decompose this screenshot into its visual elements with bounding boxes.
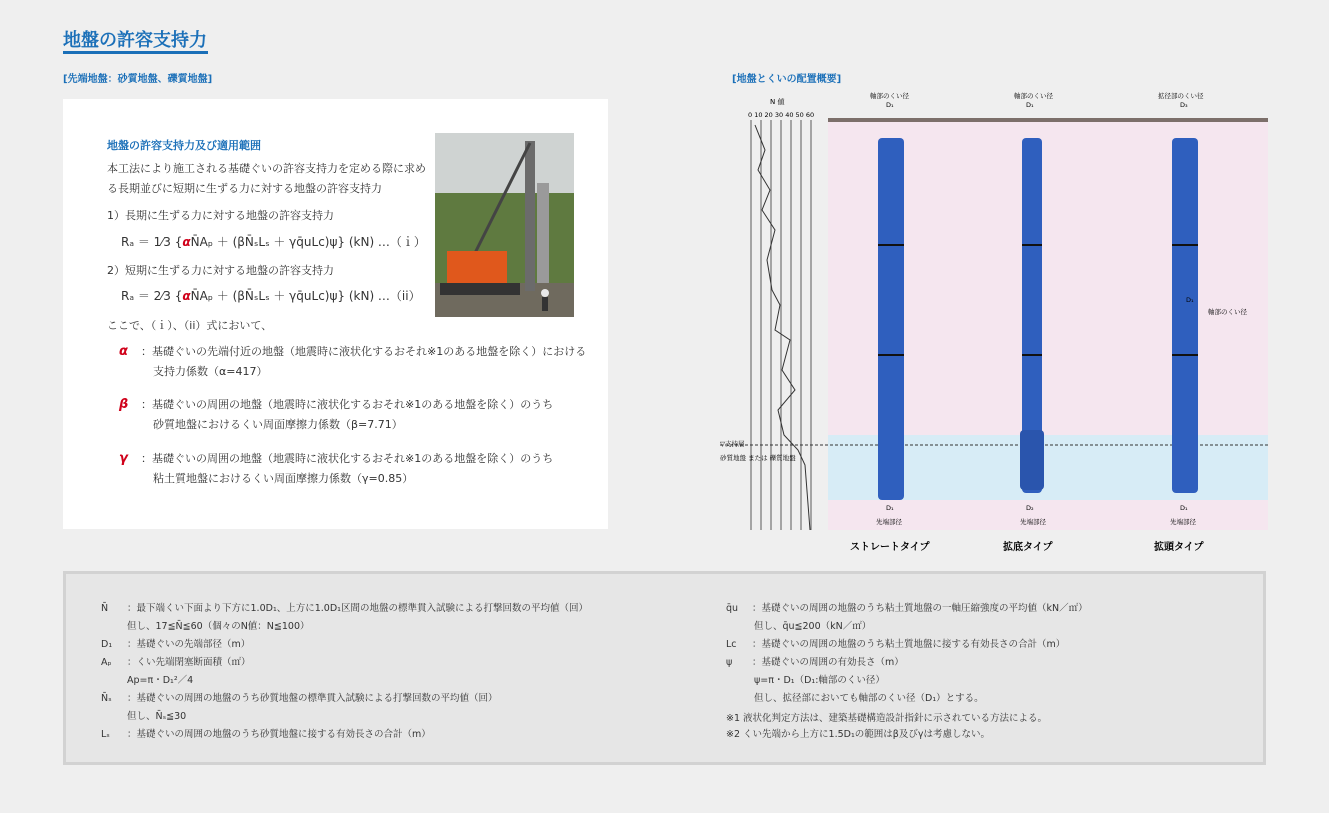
right-section-header: [地盤とくいの配置概要] (732, 74, 842, 85)
type-straight-label: ストレートタイプ (850, 542, 930, 553)
note-n: N̄ ：最下端くい下面より下方に1.0D₁、上方に1.0D₁区間の地盤の標準貫入試験による打撃回数の平均値（回） (101, 603, 588, 614)
note-ns: N̄ₛ ：基礎ぐいの周囲の地盤のうち砂質地盤の標準貫入試験による打撃回数の平均値（回） (101, 693, 498, 704)
beta-symbol: β (119, 397, 129, 412)
notes-panel (63, 571, 1266, 765)
note-ap-formula: Ap=π・D₁²／4 (127, 675, 194, 686)
alpha-symbol: α (119, 344, 128, 359)
n-value-label: N 値 (770, 98, 785, 106)
straight-d1-top: D₁ (886, 101, 894, 109)
note-n-cond: 但し、17≦N̄≦60（個々のN値：N≦100） (127, 621, 310, 632)
title-underline (63, 51, 208, 54)
note-ns-cond: 但し、N̄ₛ≦30 (127, 711, 187, 722)
note-2: ※2 くい先端から上方に1.5D₁の範囲はβ及びγは考慮しない。 (726, 729, 990, 740)
note-psi: ψ ：基礎ぐいの周囲の有効長さ（m） (726, 657, 904, 668)
short-term-label: 2）短期に生ずる力に対する地盤の許容支持力 (107, 264, 334, 277)
n-value-axes (751, 120, 811, 530)
head-tip-label: 先端部径 (1170, 518, 1196, 526)
straight-d1-bottom: D₁ (886, 504, 894, 512)
note-psi-formula: ψ=π・D₁（D₁:軸部のくい径） (754, 675, 885, 686)
beta-definition: β ：基礎ぐいの周囲の地盤（地震時に液状化するおそれ※1のある地盤を除く）のうち 砂質地盤におけるくい周面摩擦力係数（β=7.71） (119, 397, 554, 431)
base-d1-top: D₁ (1026, 101, 1034, 109)
head-d1-bottom: D₁ (1180, 504, 1188, 512)
long-term-formula: Rₐ ＝ 1⁄3 {αN̄Aₚ ＋ (βN̄ₛLₛ ＋ γq̄uLc)ψ} (kN) …（ｉ） (121, 235, 426, 249)
note-psi-cond: 但し、拡径部においても軸部のくい径（D₁）とする。 (754, 693, 984, 704)
note-qu: q̄u ：基礎ぐいの周囲の地盤のうち粘土質地盤の一軸圧縮強度の平均値（kN／㎡） (726, 603, 1088, 614)
straight-tip-label: 先端部径 (876, 518, 902, 526)
gamma-symbol: γ (119, 451, 128, 466)
pile-diagram (720, 90, 1280, 565)
page-title: 地盤の許容支持力 (63, 30, 207, 51)
note-d: D₁ ：基礎ぐいの先端部径（m） (101, 639, 251, 650)
base-tip-label: 先端部径 (1020, 518, 1046, 526)
card-intro: 本工法により施工される基礎ぐいの許容支持力を定める際に求める長期並びに短期に生ずる力に対する地盤の許容支持力 (107, 162, 426, 195)
where-text: ここで、（ｉ）、（ii）式において、 (107, 319, 273, 332)
head-enlarged-label: 拡径部のくい径 (1158, 92, 1204, 100)
support-layer-label: ▽支持層 (720, 440, 745, 448)
type-head-label: 拡頭タイプ (1154, 542, 1204, 553)
construction-photo (435, 133, 574, 317)
note-qu-cond: 但し、q̄u≦200（kN／㎡） (754, 621, 872, 632)
alpha-definition: α ：基礎ぐいの先端付近の地盤（地震時に液状化するおそれ※1のある地盤を除く）における 支持力係数（α=417） (119, 344, 587, 378)
head-shaft-note: 軸部のくい径 (1208, 308, 1247, 316)
left-section-header: [先端地盤：砂質地盤、礫質地盤] (63, 74, 213, 85)
ground-surface (828, 118, 1268, 122)
head-d1-mid: D₁ (1186, 296, 1194, 304)
base-shaft-label: 軸部のくい径 (1014, 92, 1053, 100)
straight-shaft-label: 軸部のくい径 (870, 92, 909, 100)
note-lc: Lc ：基礎ぐいの周囲の地盤のうち粘土質地盤に接する有効長さの合計（m） (726, 639, 1066, 650)
base-d2-bottom: D₂ (1026, 504, 1034, 512)
head-d3-top: D₃ (1180, 101, 1188, 109)
card-subtitle: 地盤の許容支持力及び適用範囲 (107, 139, 261, 152)
pile-straight (878, 138, 904, 500)
formula-card (63, 99, 608, 529)
n-value-line (755, 125, 810, 530)
short-term-formula: Rₐ ＝ 2⁄3 {αN̄Aₚ ＋ (βN̄ₛLₛ ＋ γq̄uLc)ψ} (kN) …（ii） (121, 289, 421, 303)
long-term-label: 1）長期に生ずる力に対する地盤の許容支持力 (107, 209, 334, 222)
note-ls: Lₛ ：基礎ぐいの周囲の地盤のうち砂質地盤に接する有効長さの合計（m） (101, 729, 431, 740)
type-base-label: 拡底タイプ (1003, 542, 1053, 553)
note-ap: Aₚ ：くい先端閉塞断面積（㎡） (101, 657, 251, 668)
gamma-definition: γ ：基礎ぐいの周囲の地盤（地震時に液状化するおそれ※1のある地盤を除く）のうち 粘土質地盤におけるくい周面摩擦力係数（γ=0.85） (119, 451, 554, 485)
n-value-ticks: 0 10 20 30 40 50 60 (748, 111, 815, 119)
sand-layer-label: 砂質地盤 または 礫質地盤 (720, 454, 796, 462)
note-1: ※1 液状化判定方法は、建築基礎構造設計指針に示されている方法による。 (726, 713, 1048, 724)
